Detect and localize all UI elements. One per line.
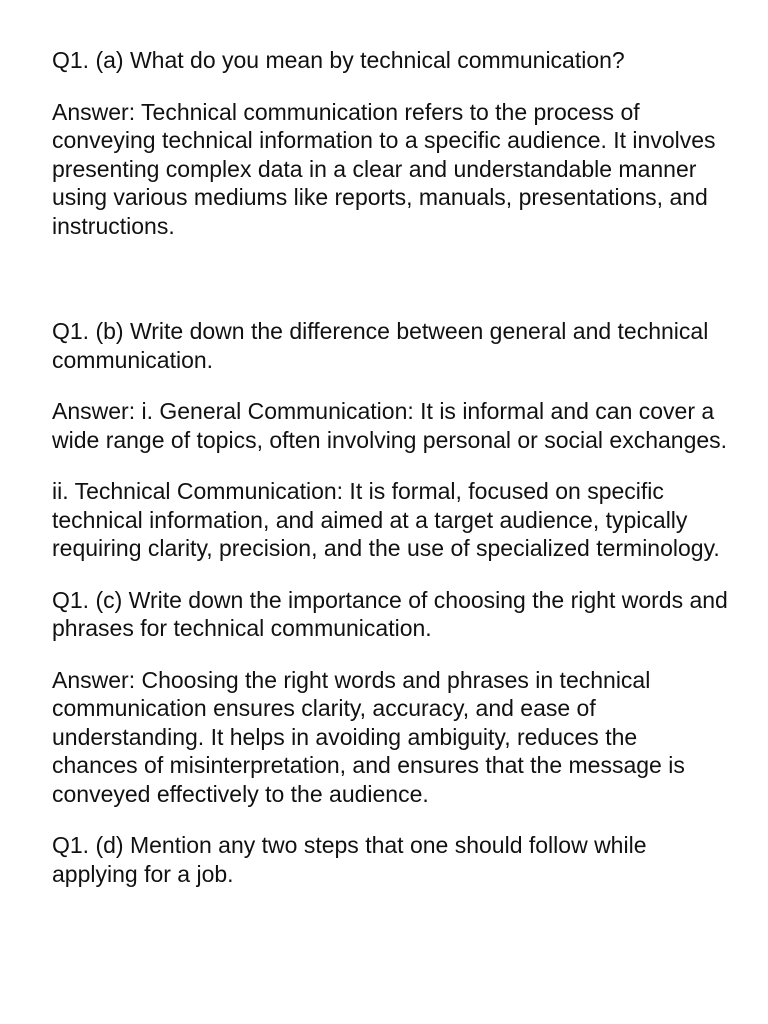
answer-1b-part-ii: ii. Technical Communication: It is formal, focused on specific technical information, and aimed at a target audience, typically requiring clarity, precision, and the use of specialized terminology. — [52, 478, 720, 561]
answer-1b-part-i: Answer: i. General Communication: It is informal and can cover a wide range of topics, often involving personal or social exchanges. — [52, 398, 728, 453]
question-1b: Q1. (b) Write down the difference between general and technical communication. — [52, 318, 709, 373]
answer-1c: Answer: Choosing the right words and phrases in technical communication ensures clarity, accuracy, and ease of understanding. It helps in avoiding ambiguity, reduces the chances of misinterpretation, and ensures that the message is conveyed effectively to the audience. — [52, 666, 685, 807]
answer-1a: Answer: Technical communication refers to the process of conveying technical information to a specific audience. It involves presenting complex data in a clear and understandable manner using various mediums like reports, manuals, presentations, and instructions. — [52, 98, 716, 239]
question-1c: Q1. (c) Write down the importance of choosing the right words and phrases for technical communication. — [52, 586, 728, 641]
question-1a: Q1. (a) What do you mean by technical communication? — [52, 47, 625, 73]
question-1d: Q1. (d) Mention any two steps that one should follow while applying for a job. — [52, 832, 647, 887]
